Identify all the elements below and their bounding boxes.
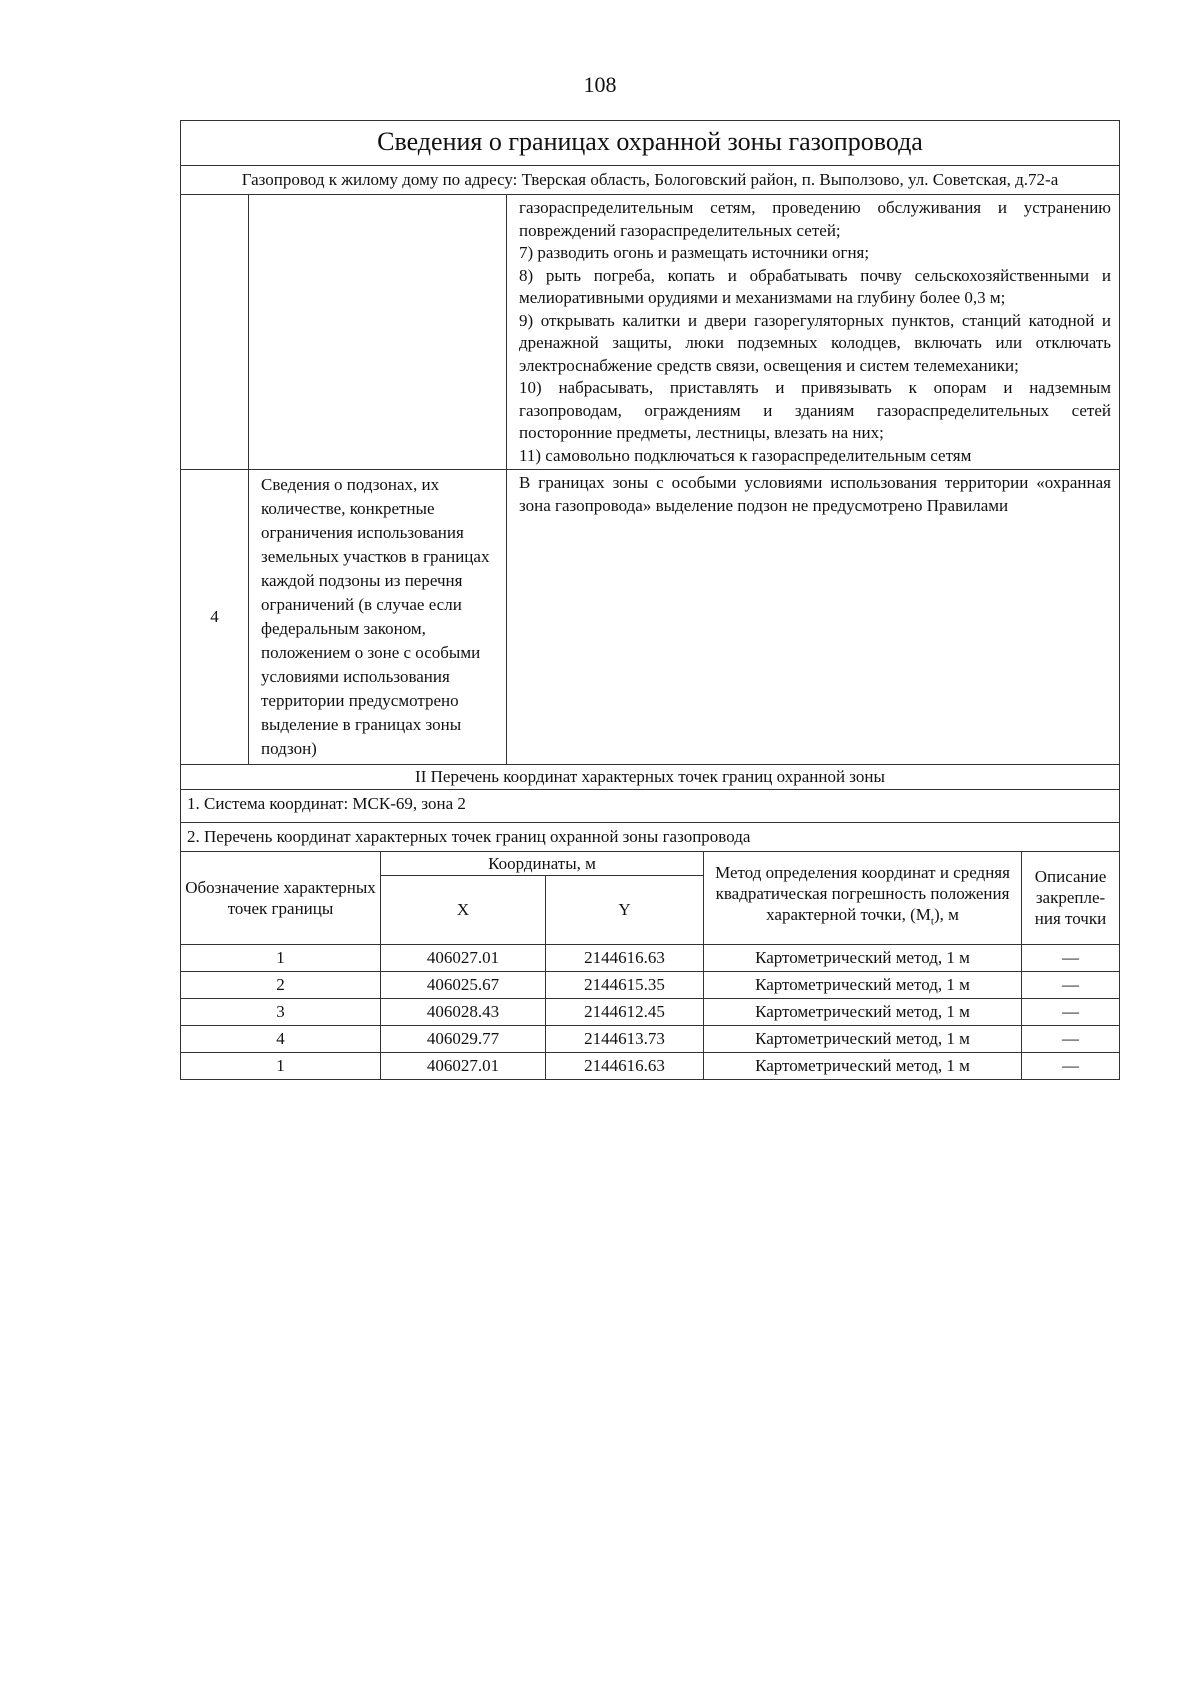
row-text: В границах зоны с особыми условиями использования территории «охранная зона газопровода» выделение подзон не предусмотрено Правилами — [507, 470, 1120, 765]
method: Картометрический метод, 1 м — [704, 944, 1022, 971]
header-row — [181, 851, 1120, 875]
continued-text-line: 9) открывать калитки и двери газорегуляторных пунктов, станций катодной и дренажной защиты, люки подземных колодцев, включать или отключать электроснабжение средств связи, освещения и систем телемеханики; — [519, 310, 1111, 375]
header-designation: Обозначение характерных точек границы — [181, 851, 381, 944]
continued-label-cell — [249, 195, 507, 470]
continued-text-line: 7) разводить огонь и размещать источники огня; — [519, 243, 870, 262]
page-number: 108 — [583, 72, 617, 97]
coord-x: 406029.77 — [381, 1025, 546, 1052]
coord-y: 2144613.73 — [546, 1025, 704, 1052]
row-number: 4 — [181, 470, 249, 765]
coord-x: 406027.01 — [381, 1052, 546, 1079]
row-label: Сведения о подзонах, их количестве, конкретные ограничения использования земельных участков в границах каждой подзоны из перечня ограничений (в случае если федеральным законом, положением о зоне с особыми условиями использования территории предусмотрено выделение в границах зоны подзон) — [249, 470, 507, 765]
continued-text-cell — [507, 195, 1120, 470]
point-description: — — [1022, 944, 1120, 971]
header-x: X — [381, 875, 546, 944]
continued-text-line: 8) рыть погреба, копать и обрабатывать почву сельскохозяйственными и мелиоративными орудиями и механизмами на глубину более 0,3 м; — [519, 265, 1111, 307]
document-subtitle: Газопровод к жилому дому по адресу: Тверская область, Бологовский район, п. Выползово, ул. Советская, д.72-а — [181, 166, 1120, 195]
coord-y: 2144612.45 — [546, 998, 704, 1025]
point-id: 4 — [181, 1025, 381, 1052]
table-row — [181, 971, 1120, 998]
coordinate-system: 1. Система координат: МСК-69, зона 2 — [181, 790, 1120, 823]
table-row — [181, 1052, 1120, 1079]
continued-text-line: 11) самовольно подключаться к газораспределительным сетям — [519, 445, 972, 465]
method: Картометрический метод, 1 м — [704, 1052, 1022, 1079]
point-id: 3 — [181, 998, 381, 1025]
zone-info-table — [180, 120, 1120, 852]
coordinates-table — [180, 851, 1120, 1080]
coord-x: 406028.43 — [381, 998, 546, 1025]
continued-text-line: газораспределительным сетям, проведению обслуживания и устранению повреждений газораспределительных сетей; — [519, 198, 1111, 240]
point-description: — — [1022, 1052, 1120, 1079]
coordinate-list-title: 2. Перечень координат характерных точек границ охранной зоны газопровода — [181, 823, 1120, 852]
method: Картометрический метод, 1 м — [704, 998, 1022, 1025]
point-description: — — [1022, 998, 1120, 1025]
zone-boundary-sheet — [180, 120, 1120, 1080]
header-coordinates: Координаты, м — [381, 851, 704, 875]
method: Картометрический метод, 1 м — [704, 971, 1022, 998]
subzones-row — [181, 470, 1120, 765]
table-row — [181, 944, 1120, 971]
header-method: Метод определения координат и средняя квадратическая погрешность положения характерной точки, $(M_t)$, м — [704, 851, 1022, 944]
coord-x: 406025.67 — [381, 971, 546, 998]
continued-row — [181, 195, 1120, 470]
point-id: 1 — [181, 1052, 381, 1079]
section-title: II Перечень координат характерных точек границ охранной зоны — [181, 765, 1120, 790]
continued-number-cell — [181, 195, 249, 470]
point-description: — — [1022, 1025, 1120, 1052]
point-description: — — [1022, 971, 1120, 998]
table-row — [181, 998, 1120, 1025]
table-row — [181, 1025, 1120, 1052]
coord-y: 2144616.63 — [546, 944, 704, 971]
header-description: Описание закрепле-ния точки — [1022, 851, 1120, 944]
coord-y: 2144615.35 — [546, 971, 704, 998]
method: Картометрический метод, 1 м — [704, 1025, 1022, 1052]
header-y: Y — [546, 875, 704, 944]
coord-y: 2144616.63 — [546, 1052, 704, 1079]
point-id: 1 — [181, 944, 381, 971]
coord-x: 406027.01 — [381, 944, 546, 971]
point-id: 2 — [181, 971, 381, 998]
document-title: Сведения о границах охранной зоны газопровода — [181, 121, 1120, 166]
continued-text-line: 10) набрасывать, приставлять и привязывать к опорам и надземным газопроводам, ограждениям и зданиям газораспределительных сетей посторонние предметы, лестницы, влезать на них; — [519, 378, 1111, 442]
